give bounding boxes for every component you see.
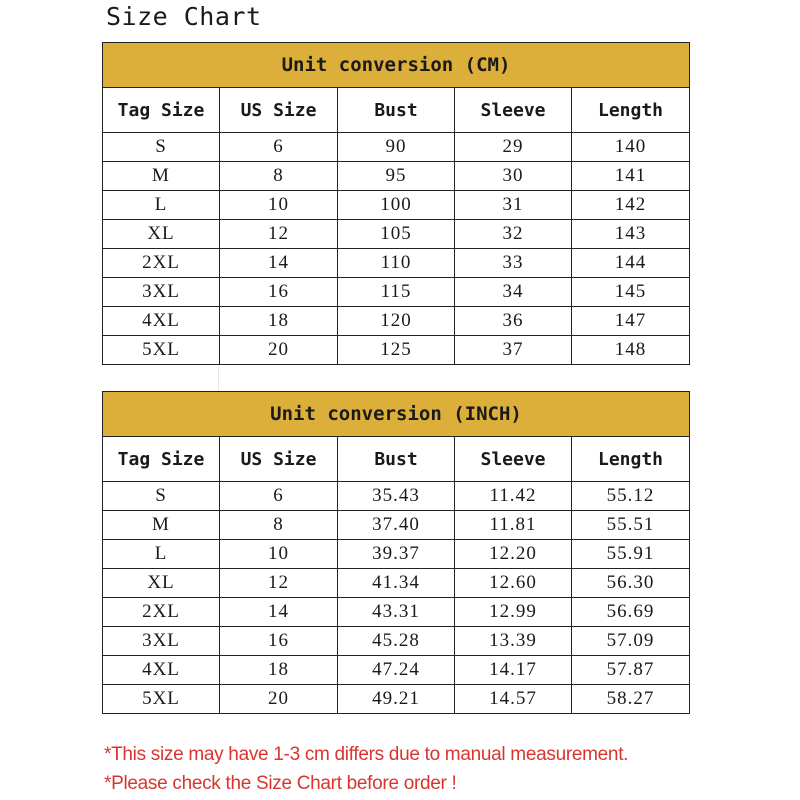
- table-row: [103, 133, 690, 162]
- bust-cell: 45.28: [338, 627, 455, 656]
- bust-cell: 115: [338, 278, 455, 307]
- length-cell: 58.27: [572, 685, 690, 714]
- tag-size-cell: S: [103, 133, 220, 162]
- page-title: Size Chart: [106, 2, 262, 31]
- bust-cell: 41.34: [338, 569, 455, 598]
- us-size-cell: 14: [220, 249, 338, 278]
- sleeve-cell: 29: [455, 133, 572, 162]
- tag-size-cell: M: [103, 162, 220, 191]
- tag-size-cell: 2XL: [103, 598, 220, 627]
- column-header-us-size: US Size: [220, 437, 338, 482]
- table-row: [103, 627, 690, 656]
- table-row: [103, 162, 690, 191]
- table-heading: Unit conversion (INCH): [103, 392, 690, 437]
- us-size-cell: 20: [220, 685, 338, 714]
- note-check-chart: *Please check the Size Chart before order !: [104, 773, 457, 794]
- table-row: [103, 598, 690, 627]
- tag-size-cell: M: [103, 511, 220, 540]
- us-size-cell: 16: [220, 627, 338, 656]
- bust-cell: 125: [338, 336, 455, 365]
- us-size-cell: 6: [220, 482, 338, 511]
- tag-size-cell: S: [103, 482, 220, 511]
- sleeve-cell: 34: [455, 278, 572, 307]
- us-size-cell: 12: [220, 220, 338, 249]
- length-cell: 148: [572, 336, 690, 365]
- table-row: [103, 685, 690, 714]
- bust-cell: 49.21: [338, 685, 455, 714]
- size-table-inch: [102, 391, 690, 714]
- table-row: [103, 540, 690, 569]
- column-header-bust: Bust: [338, 437, 455, 482]
- table-row: [103, 249, 690, 278]
- table-heading: Unit conversion (CM): [103, 43, 690, 88]
- sleeve-cell: 33: [455, 249, 572, 278]
- tag-size-cell: 4XL: [103, 307, 220, 336]
- column-header-sleeve: Sleeve: [455, 437, 572, 482]
- tag-size-cell: 2XL: [103, 249, 220, 278]
- tag-size-cell: L: [103, 540, 220, 569]
- bust-cell: 37.40: [338, 511, 455, 540]
- length-cell: 145: [572, 278, 690, 307]
- sleeve-cell: 37: [455, 336, 572, 365]
- sleeve-cell: 12.99: [455, 598, 572, 627]
- tag-size-cell: L: [103, 191, 220, 220]
- tag-size-cell: 3XL: [103, 627, 220, 656]
- bust-cell: 47.24: [338, 656, 455, 685]
- table-row: [103, 191, 690, 220]
- tag-size-cell: 5XL: [103, 685, 220, 714]
- length-cell: 55.51: [572, 511, 690, 540]
- column-header-tag-size: Tag Size: [103, 437, 220, 482]
- us-size-cell: 18: [220, 307, 338, 336]
- length-cell: 56.30: [572, 569, 690, 598]
- tag-size-cell: XL: [103, 569, 220, 598]
- column-header-row: [103, 437, 690, 482]
- sleeve-cell: 30: [455, 162, 572, 191]
- column-header-tag-size: Tag Size: [103, 88, 220, 133]
- sleeve-cell: 36: [455, 307, 572, 336]
- sleeve-cell: 12.60: [455, 569, 572, 598]
- bust-cell: 43.31: [338, 598, 455, 627]
- column-header-us-size: US Size: [220, 88, 338, 133]
- table-row: [103, 278, 690, 307]
- column-header-length: Length: [572, 88, 690, 133]
- sleeve-cell: 32: [455, 220, 572, 249]
- us-size-cell: 18: [220, 656, 338, 685]
- bust-cell: 120: [338, 307, 455, 336]
- us-size-cell: 14: [220, 598, 338, 627]
- length-cell: 55.91: [572, 540, 690, 569]
- length-cell: 147: [572, 307, 690, 336]
- sleeve-cell: 14.57: [455, 685, 572, 714]
- bust-cell: 95: [338, 162, 455, 191]
- column-header-row: [103, 88, 690, 133]
- length-cell: 144: [572, 249, 690, 278]
- us-size-cell: 10: [220, 540, 338, 569]
- us-size-cell: 8: [220, 162, 338, 191]
- table-row: [103, 511, 690, 540]
- column-header-sleeve: Sleeve: [455, 88, 572, 133]
- sleeve-cell: 14.17: [455, 656, 572, 685]
- sleeve-cell: 31: [455, 191, 572, 220]
- bust-cell: 100: [338, 191, 455, 220]
- us-size-cell: 20: [220, 336, 338, 365]
- bust-cell: 39.37: [338, 540, 455, 569]
- column-header-bust: Bust: [338, 88, 455, 133]
- table-row: [103, 336, 690, 365]
- table-row: [103, 569, 690, 598]
- sleeve-cell: 11.42: [455, 482, 572, 511]
- us-size-cell: 6: [220, 133, 338, 162]
- note-measurement: *This size may have 1-3 cm differs due to manual measurement.: [104, 744, 629, 765]
- divider: [218, 366, 219, 391]
- length-cell: 56.69: [572, 598, 690, 627]
- column-header-length: Length: [572, 437, 690, 482]
- length-cell: 143: [572, 220, 690, 249]
- sleeve-cell: 13.39: [455, 627, 572, 656]
- length-cell: 140: [572, 133, 690, 162]
- sleeve-cell: 12.20: [455, 540, 572, 569]
- us-size-cell: 8: [220, 511, 338, 540]
- us-size-cell: 10: [220, 191, 338, 220]
- table-row: [103, 220, 690, 249]
- tag-size-cell: 5XL: [103, 336, 220, 365]
- bust-cell: 110: [338, 249, 455, 278]
- length-cell: 57.09: [572, 627, 690, 656]
- size-table-cm: [102, 42, 690, 365]
- table-row: [103, 307, 690, 336]
- tag-size-cell: 4XL: [103, 656, 220, 685]
- tag-size-cell: 3XL: [103, 278, 220, 307]
- table-row: [103, 656, 690, 685]
- us-size-cell: 12: [220, 569, 338, 598]
- length-cell: 142: [572, 191, 690, 220]
- tag-size-cell: XL: [103, 220, 220, 249]
- length-cell: 57.87: [572, 656, 690, 685]
- bust-cell: 90: [338, 133, 455, 162]
- size-notes: [104, 740, 628, 798]
- table-row: [103, 482, 690, 511]
- length-cell: 141: [572, 162, 690, 191]
- sleeve-cell: 11.81: [455, 511, 572, 540]
- bust-cell: 35.43: [338, 482, 455, 511]
- bust-cell: 105: [338, 220, 455, 249]
- length-cell: 55.12: [572, 482, 690, 511]
- us-size-cell: 16: [220, 278, 338, 307]
